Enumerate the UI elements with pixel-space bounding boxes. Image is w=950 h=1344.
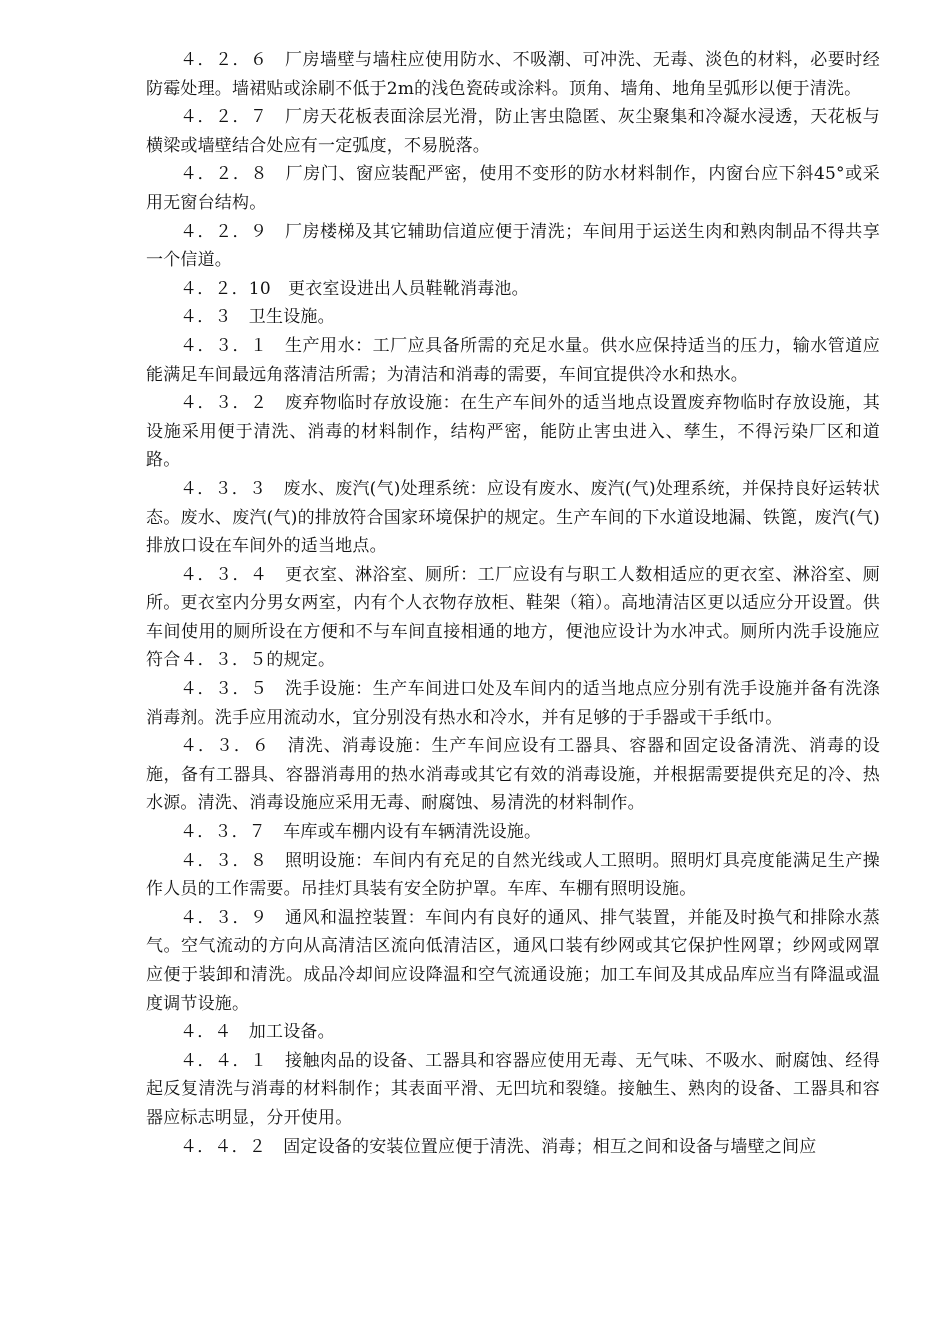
clause-4-3-5: ４．３．５ 洗手设施：生产车间进口处及车间内的适当地点应分别有洗手设施并备有洗涤消毒剂。洗手应用流动水，宜分别没有热水和冷水，并有足够的于手器或干手纸巾。: [146, 679, 880, 728]
clause-4-3-2: ４．３．２ 废弃物临时存放设施：在生产车间外的适当地点设置废弃物临时存放设施，其设施采用便于清洗、消毒的材料制作，结构严密，能防止害虫进入、孳生，不得污染厂区和道路。: [146, 393, 880, 471]
clause-4-3-8: ４．３．８ 照明设施：车间内有充足的自然光线或人工照明。照明灯具亮度能满足生产操作人员的工作需要。吊挂灯具装有安全防护罩。车库、车棚有照明设施。: [146, 850, 880, 900]
clause-4-3-4: ４．３．４ 更衣室、淋浴室、厕所：工厂应设有与职工人数相适应的更衣室、淋浴室、厕所。更衣室内分男女两室，内有个人衣物存放柜、鞋架（箱）。高地清洁区更以适应分开设置。供车间使用的厕所设在方便和不与车间直接相通的地方，便池应设计为水冲式。厕所内洗手设施应符合４．３．５的规定。: [146, 564, 880, 671]
document-page: [146, 46, 880, 1161]
clause-4-2-9: ４．２．９ 厂房楼梯及其它辅助信道应便于清洗；车间用于运送生肉和熟肉制品不得共享一个信道。: [146, 221, 880, 271]
clause-4-3-1: ４．３．１ 生产用水：工厂应具备所需的充足水量。供水应保持适当的压力，输水管道应能满足车间最远角落清洁所需；为清洁和消毒的需要，车间宜提供冷水和热水。: [146, 335, 880, 385]
clause-4-2-8: ４．２．８ 厂房门、窗应装配严密，使用不变形的防水材料制作，内窗台应下斜45°或采用无窗台结构。: [146, 164, 880, 213]
clause-4-3-7: ４．３．７ 车库或车棚内设有车辆清洗设施。: [180, 822, 542, 843]
section-4-3-heading: ４．３ 卫生设施。: [180, 307, 335, 328]
clause-4-3-3: ４．３．３ 废水、废汽(气)处理系统：应设有废水、废汽(气)处理系统，并保持良好运转状态。废水、废汽(气)的排放符合国家环境保护的规定。生产车间的下水道设地漏、铁篦，废汽(气)排放口设在车间外的适当地点。: [146, 478, 880, 557]
clause-4-4-2: ４．４．２ 固定设备的安装位置应便于清洗、消毒；相互之间和设备与墙壁之间应: [180, 1136, 817, 1157]
section-4-4-heading: ４．４ 加工设备。: [180, 1022, 335, 1043]
clause-4-3-9: ４．３．９ 通风和温控装置：车间内有良好的通风、排气装置，并能及时换气和排除水蒸气。空气流动的方向从高清洁区流向低清洁区，通风口装有纱网或其它保护性网罩；纱网或网罩应便于装卸和清洗。成品冷却间应设降温和空气流通设施；加工车间及其成品库应当有降温或温度调节设施。: [146, 907, 880, 1014]
clause-4-2-6: ４．２．６ 厂房墙壁与墙柱应使用防水、不吸潮、可冲洗、无毒、淡色的材料，必要时经防霉处理。墙裙贴或涂刷不低于2m的浅色瓷砖或涂料。顶角、墙角、地角呈弧形以便于清洗。: [146, 50, 880, 99]
clause-4-3-6: ４．３．６ 清洗、消毒设施：生产车间应设有工器具、容器和固定设备清洗、消毒的设施，备有工器具、容器消毒用的热水消毒或其它有效的消毒设施，并根据需要提供充足的冷、热水源。清洗、消毒设施应采用无毒、耐腐蚀、易清洗的材料制作。: [146, 736, 880, 814]
clause-4-2-10: ４．２．10 更衣室设进出人员鞋靴消毒池。: [180, 278, 529, 299]
clause-4-4-1: ４．４．１ 接触肉品的设备、工器具和容器应使用无毒、无气味、不吸水、耐腐蚀、经得起反复清洗与消毒的材料制作；其表面平滑、无凹坑和裂缝。接触生、熟肉的设备、工器具和容器应标志明显，分开使用。: [146, 1050, 880, 1128]
clause-4-2-7: ４．２．７ 厂房天花板表面涂层光滑，防止害虫隐匿、灰尘聚集和冷凝水浸透，天花板与横梁或墙壁结合处应有一定弧度，不易脱落。: [146, 107, 880, 156]
